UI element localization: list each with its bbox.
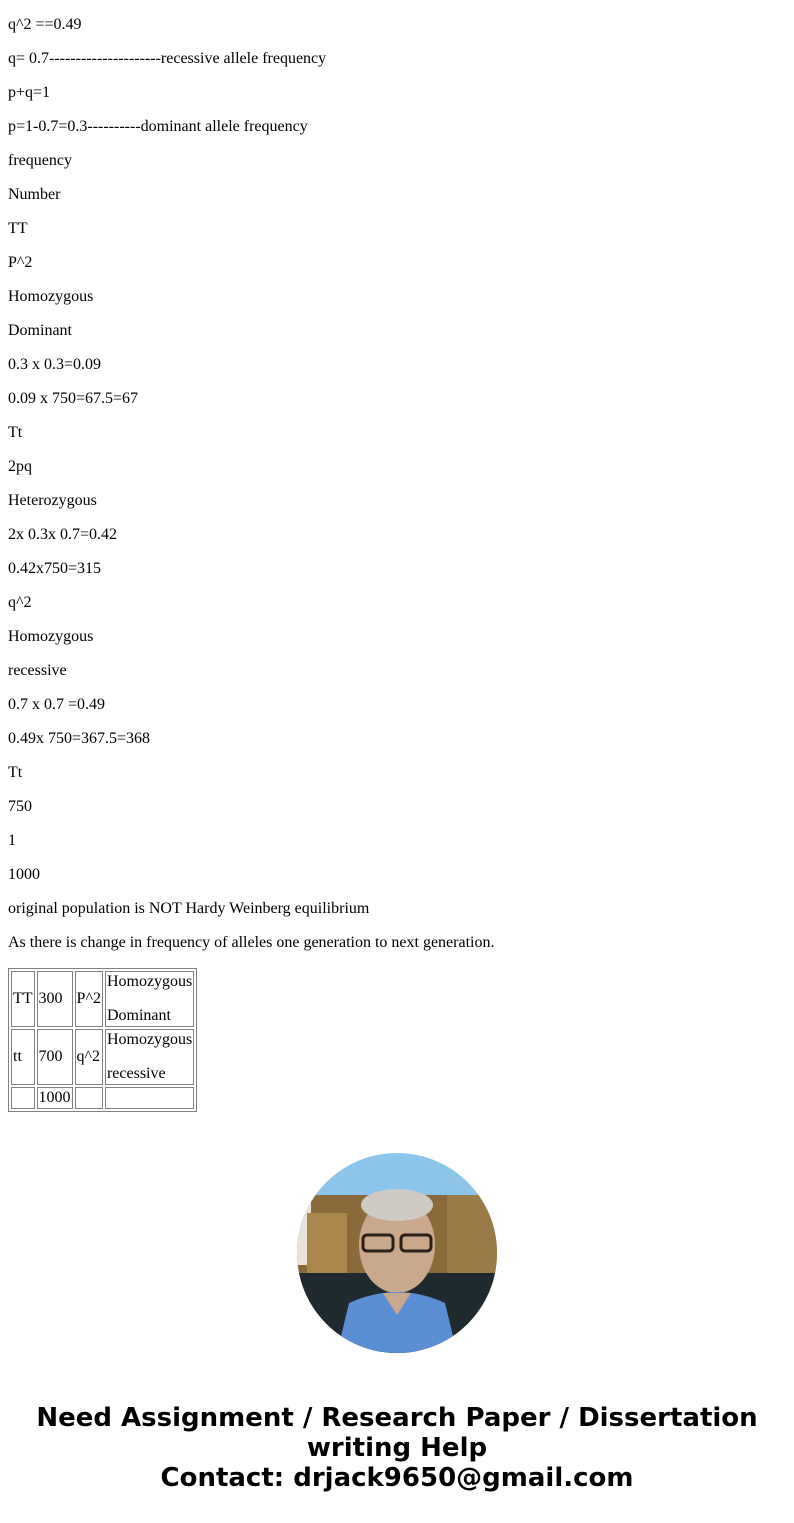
text-line: Tt	[8, 764, 23, 781]
text-line: 750	[8, 798, 32, 815]
banner-line-1: Need Assignment / Research Paper / Dissertation	[36, 1403, 758, 1433]
table-cell-type-line1: Homozygous	[106, 973, 193, 990]
text-line: 2pq	[8, 458, 32, 475]
author-photo-image	[297, 1153, 497, 1353]
table-cell-number: 700	[37, 1029, 73, 1085]
table-cell-symbol	[75, 1087, 103, 1109]
banner-contact-email: Contact: drjack9650@gmail.com	[160, 1463, 634, 1493]
table-row	[11, 971, 194, 1027]
text-line: 0.09 x 750=67.5=67	[8, 390, 139, 407]
text-line: frequency	[8, 152, 72, 169]
table-cell-symbol: P^2	[75, 971, 103, 1027]
text-line: Homozygous	[8, 288, 94, 305]
text-line: Dominant	[8, 322, 72, 339]
text-line: 0.7 x 0.7 =0.49	[8, 696, 106, 713]
text-line: 0.49x 750=367.5=368	[8, 730, 151, 747]
text-line: 1	[8, 832, 16, 849]
table-cell-type	[105, 1087, 194, 1109]
text-line: p+q=1	[8, 84, 51, 101]
text-line: As there is change in frequency of alleles one generation to next generation.	[8, 934, 495, 951]
photo-carving	[307, 1213, 347, 1283]
text-line: 0.42x750=315	[8, 560, 102, 577]
text-line: p=1-0.7=0.3----------dominant allele frequency	[8, 118, 308, 135]
table-cell-type	[105, 1029, 194, 1085]
text-line: TT	[8, 220, 28, 237]
table-cell-symbol: q^2	[75, 1029, 103, 1085]
text-line: Heterozygous	[8, 492, 97, 509]
contact-banner	[0, 1403, 794, 1493]
photo-hair	[361, 1189, 433, 1221]
table-row	[11, 1087, 194, 1109]
table-cell-type-line1: Homozygous	[106, 1031, 193, 1048]
text-line: 0.3 x 0.3=0.09	[8, 356, 102, 373]
table-cell-genotype: TT	[11, 971, 35, 1027]
table-cell-genotype: tt	[11, 1029, 35, 1085]
text-line: Number	[8, 186, 61, 203]
text-line: original population is NOT Hardy Weinberg equilibrium	[8, 900, 370, 917]
table-cell-type-line2: Dominant	[106, 1007, 171, 1024]
table-row	[11, 1029, 194, 1085]
text-line: q^2 ==0.49	[8, 16, 82, 33]
genotype-table	[8, 968, 197, 1112]
author-photo	[297, 1153, 497, 1353]
text-line: recessive	[8, 662, 67, 679]
table-cell-number: 300	[37, 971, 73, 1027]
text-line: q^2	[8, 594, 32, 611]
table-cell-genotype	[11, 1087, 35, 1109]
table-cell-type	[105, 971, 194, 1027]
photo-carving	[447, 1195, 497, 1285]
text-line: 2x 0.3x 0.7=0.42	[8, 526, 118, 543]
text-line: P^2	[8, 254, 33, 271]
text-line: Tt	[8, 424, 23, 441]
table-cell-type-line2: recessive	[106, 1065, 166, 1082]
banner-line-2: writing Help	[306, 1433, 488, 1463]
document-body	[8, 0, 786, 1112]
text-line	[8, 0, 786, 16]
text-line: Homozygous	[8, 628, 94, 645]
text-line: 1000	[8, 866, 40, 883]
table-cell-number: 1000	[37, 1087, 73, 1109]
text-line: q= 0.7---------------------recessive allele frequency	[8, 50, 327, 67]
